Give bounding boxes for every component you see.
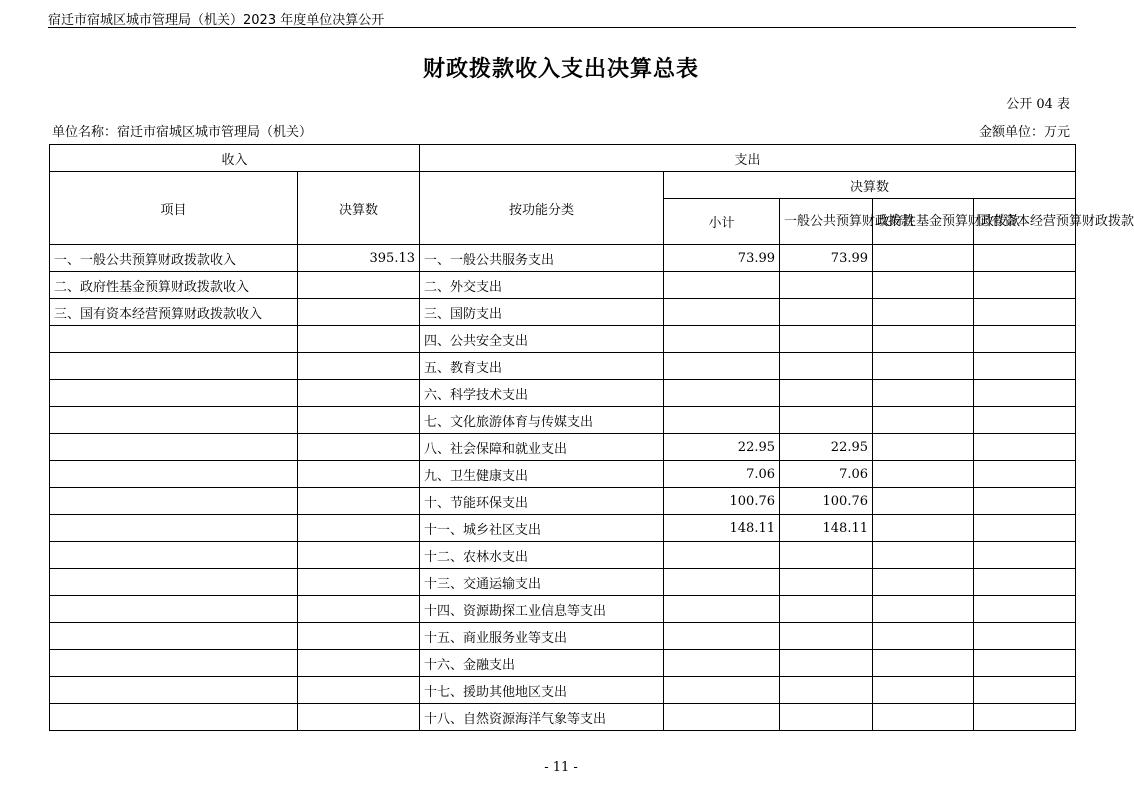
income-amount-cell (298, 650, 420, 677)
expense-header: 支出 (420, 145, 1076, 172)
state-capital-cell (974, 542, 1076, 569)
gov-fund-cell (873, 299, 974, 326)
income-amount-cell (298, 515, 420, 542)
general-budget-cell (780, 326, 873, 353)
income-item-cell (50, 542, 298, 569)
income-item-cell (50, 461, 298, 488)
table-row (50, 461, 1076, 488)
form-number: 公开 04 表 (1006, 97, 1070, 112)
unit-name: 单位名称：宿迁市宿城区城市管理局（机关） (52, 125, 313, 140)
income-item-cell (50, 596, 298, 623)
income-amount-cell (298, 299, 420, 326)
subtotal-cell (664, 407, 780, 434)
general-budget-cell (780, 299, 873, 326)
income-item-cell (50, 434, 298, 461)
table-row (50, 434, 1076, 461)
state-capital-cell (974, 704, 1076, 731)
state-capital-cell (974, 272, 1076, 299)
subtotal-cell (664, 623, 780, 650)
table-row (50, 569, 1076, 596)
subtotal-cell (664, 299, 780, 326)
income-item-cell (50, 353, 298, 380)
general-budget-header: 一般公共预算财政拨款 (780, 199, 873, 245)
state-capital-cell (974, 326, 1076, 353)
table-row (50, 407, 1076, 434)
function-item-cell: 十七、援助其他地区支出 (420, 677, 664, 704)
subtotal-cell (664, 596, 780, 623)
gov-fund-cell (873, 434, 974, 461)
function-item-cell: 一、一般公共服务支出 (420, 245, 664, 272)
state-capital-cell (974, 488, 1076, 515)
general-budget-cell (780, 272, 873, 299)
function-item-cell: 九、卫生健康支出 (420, 461, 664, 488)
state-capital-cell (974, 380, 1076, 407)
income-amount-cell (298, 353, 420, 380)
table-row (50, 272, 1076, 299)
state-capital-cell (974, 650, 1076, 677)
subtotal-cell: 73.99 (664, 245, 780, 272)
state-capital-cell (974, 461, 1076, 488)
state-capital-cell (974, 353, 1076, 380)
income-item-cell (50, 326, 298, 353)
gov-fund-cell (873, 623, 974, 650)
state-capital-cell (974, 299, 1076, 326)
function-item-cell: 十四、资源勘探工业信息等支出 (420, 596, 664, 623)
gov-fund-cell (873, 461, 974, 488)
function-item-cell: 十五、商业服务业等支出 (420, 623, 664, 650)
state-capital-cell (974, 569, 1076, 596)
subtotal-cell (664, 704, 780, 731)
amount-unit: 金额单位：万元 (978, 125, 1070, 140)
function-item-cell: 十八、自然资源海洋气象等支出 (420, 704, 664, 731)
general-budget-cell (780, 380, 873, 407)
income-amount-cell (298, 677, 420, 704)
header-rule (48, 27, 1076, 28)
subtotal-cell (664, 353, 780, 380)
income-item-cell: 三、国有资本经营预算财政拨款收入 (50, 299, 298, 326)
function-item-cell: 五、教育支出 (420, 353, 664, 380)
income-amount-cell (298, 623, 420, 650)
income-item-cell (50, 623, 298, 650)
gov-fund-cell (873, 380, 974, 407)
income-item-cell: 二、政府性基金预算财政拨款收入 (50, 272, 298, 299)
budget-table (49, 144, 1134, 731)
income-item-cell (50, 677, 298, 704)
gov-fund-cell (873, 488, 974, 515)
function-item-cell: 七、文化旅游体育与传媒支出 (420, 407, 664, 434)
subtotal-cell: 100.76 (664, 488, 780, 515)
income-amount-cell: 395.13 (298, 245, 420, 272)
function-item-cell: 三、国防支出 (420, 299, 664, 326)
state-capital-cell (974, 596, 1076, 623)
subtotal-cell (664, 569, 780, 596)
subtotal-cell: 22.95 (664, 434, 780, 461)
state-capital-cell (974, 407, 1076, 434)
income-amount-cell (298, 407, 420, 434)
subtotal-cell (664, 542, 780, 569)
table-row (50, 515, 1076, 542)
subtotal-header: 小计 (664, 199, 780, 245)
state-capital-cell (974, 245, 1076, 272)
income-header: 收入 (50, 145, 420, 172)
income-amount-cell (298, 326, 420, 353)
table-row (50, 488, 1076, 515)
subtotal-cell (664, 650, 780, 677)
gov-fund-cell (873, 353, 974, 380)
gov-fund-cell (873, 677, 974, 704)
general-budget-cell: 100.76 (780, 488, 873, 515)
table-row (50, 596, 1076, 623)
income-item-cell (50, 650, 298, 677)
page-number: - 11 - (544, 760, 578, 775)
state-capital-header: 国有资本经营预算财政拨款 (974, 199, 1076, 245)
running-header: 宿迁市宿城区城市管理局（机关）2023 年度单位决算公开 (48, 13, 385, 28)
income-item-cell (50, 569, 298, 596)
function-item-cell: 四、公共安全支出 (420, 326, 664, 353)
table-row (50, 623, 1076, 650)
gov-fund-cell (873, 515, 974, 542)
function-item-cell: 二、外交支出 (420, 272, 664, 299)
general-budget-cell (780, 407, 873, 434)
income-item-cell (50, 380, 298, 407)
function-item-cell: 八、社会保障和就业支出 (420, 434, 664, 461)
gov-fund-header: 政府性基金预算财政拨款 (873, 199, 974, 245)
gov-fund-cell (873, 272, 974, 299)
income-item-cell (50, 704, 298, 731)
income-amount-cell (298, 434, 420, 461)
subtotal-cell (664, 326, 780, 353)
gov-fund-cell (873, 542, 974, 569)
income-amount-cell (298, 488, 420, 515)
gov-fund-cell (873, 245, 974, 272)
gov-fund-cell (873, 407, 974, 434)
gov-fund-cell (873, 704, 974, 731)
table-row (50, 704, 1076, 731)
expense-final-header: 决算数 (664, 172, 1076, 199)
income-item-cell (50, 515, 298, 542)
state-capital-cell (974, 515, 1076, 542)
gov-fund-cell (873, 650, 974, 677)
item-header: 项目 (50, 172, 298, 245)
subtotal-cell (664, 677, 780, 704)
function-class-header: 按功能分类 (420, 172, 664, 245)
function-item-cell: 十三、交通运输支出 (420, 569, 664, 596)
table-row (50, 650, 1076, 677)
table-row (50, 542, 1076, 569)
income-amount-cell (298, 569, 420, 596)
state-capital-cell (974, 677, 1076, 704)
income-amount-cell (298, 380, 420, 407)
gov-fund-cell (873, 326, 974, 353)
subtotal-cell: 7.06 (664, 461, 780, 488)
income-amount-cell (298, 596, 420, 623)
general-budget-cell (780, 569, 873, 596)
gov-fund-cell (873, 569, 974, 596)
general-budget-cell (780, 542, 873, 569)
function-item-cell: 十六、金融支出 (420, 650, 664, 677)
income-amount-cell (298, 542, 420, 569)
table-row (50, 326, 1076, 353)
income-amount-cell (298, 272, 420, 299)
gov-fund-cell (873, 596, 974, 623)
general-budget-cell: 148.11 (780, 515, 873, 542)
income-amount-cell (298, 461, 420, 488)
general-budget-cell (780, 623, 873, 650)
income-item-cell: 一、一般公共预算财政拨款收入 (50, 245, 298, 272)
subtotal-cell (664, 380, 780, 407)
subtotal-cell: 148.11 (664, 515, 780, 542)
table-row (50, 353, 1076, 380)
final-amount-header: 决算数 (298, 172, 420, 245)
subtotal-cell (664, 272, 780, 299)
general-budget-cell: 22.95 (780, 434, 873, 461)
function-item-cell: 十二、农林水支出 (420, 542, 664, 569)
function-item-cell: 十一、城乡社区支出 (420, 515, 664, 542)
income-item-cell (50, 407, 298, 434)
general-budget-cell (780, 353, 873, 380)
table-row (50, 677, 1076, 704)
income-amount-cell (298, 704, 420, 731)
function-item-cell: 十、节能环保支出 (420, 488, 664, 515)
function-item-cell: 六、科学技术支出 (420, 380, 664, 407)
general-budget-cell: 73.99 (780, 245, 873, 272)
state-capital-cell (974, 434, 1076, 461)
general-budget-cell (780, 677, 873, 704)
general-budget-cell (780, 596, 873, 623)
general-budget-cell (780, 704, 873, 731)
table-row (50, 245, 1076, 272)
table-row (50, 299, 1076, 326)
state-capital-cell (974, 623, 1076, 650)
general-budget-cell (780, 650, 873, 677)
general-budget-cell: 7.06 (780, 461, 873, 488)
page-title: 财政拨款收入支出决算总表 (422, 57, 699, 82)
income-item-cell (50, 488, 298, 515)
table-row (50, 380, 1076, 407)
